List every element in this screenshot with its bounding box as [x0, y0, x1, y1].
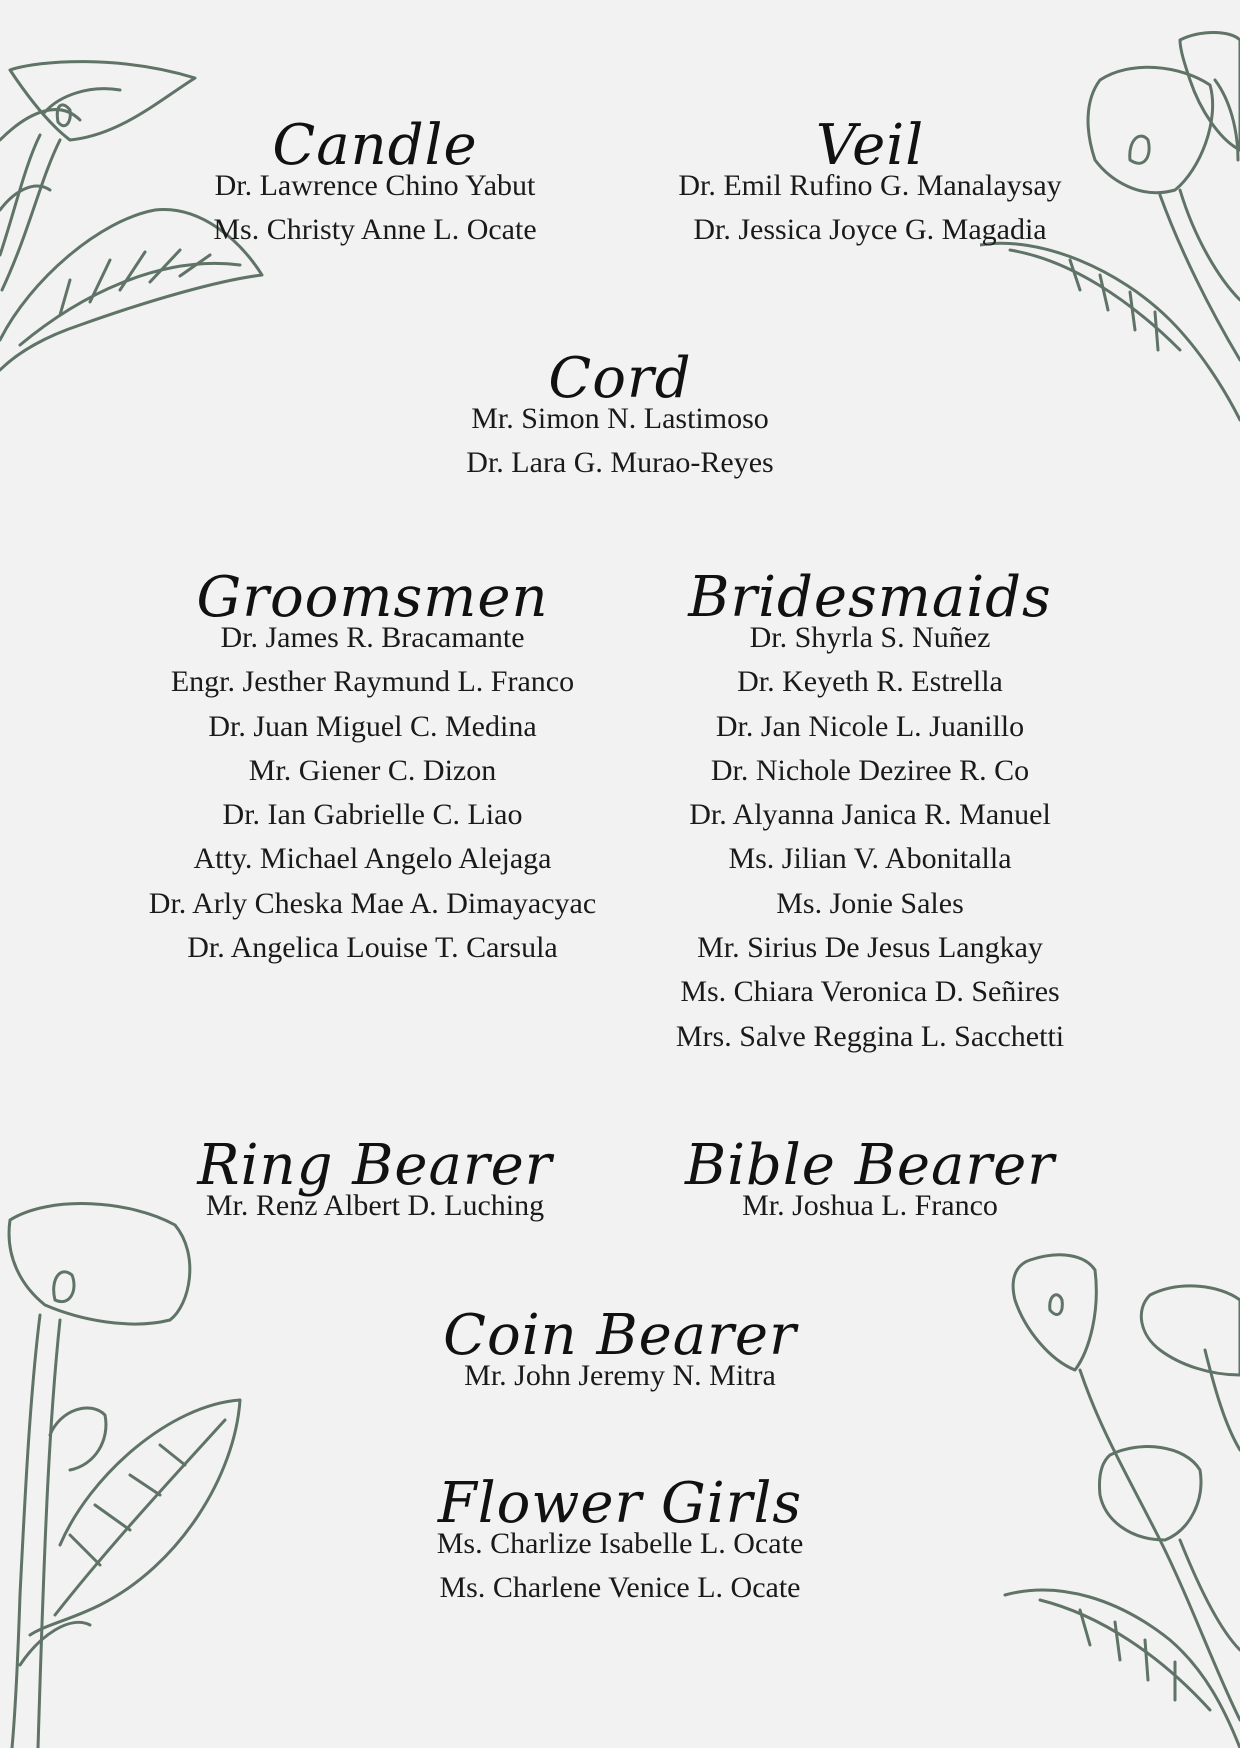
cord-heading: Cord: [548, 346, 692, 411]
name-entry: Dr. Jessica Joyce G. Magadia: [693, 213, 1047, 247]
bible-bearer-heading: Bible Bearer: [684, 1133, 1056, 1198]
candle-names: [115, 164, 635, 253]
name-entry: Dr. Ian Gabrielle C. Liao: [222, 798, 523, 832]
name-entry: Dr. Jan Nicole L. Juanillo: [715, 709, 1025, 743]
name-entry: Dr. Juan Miguel C. Medina: [208, 709, 537, 743]
name-entry: Ms. Chiara Veronica D. Señires: [680, 975, 1060, 1009]
name-entry: Mr. Simon N. Lastimoso: [471, 402, 769, 435]
name-entry: Engr. Jesther Raymund L. Franco: [170, 665, 575, 699]
candle-section: [115, 113, 635, 253]
name-entry: Mr. Renz Albert D. Luching: [205, 1189, 545, 1222]
ring-bearer-heading: Ring Bearer: [197, 1133, 553, 1198]
flower-girls-section: [370, 1471, 870, 1611]
name-entry: Dr. Emil Rufino G. Manalaysay: [678, 169, 1062, 202]
groomsmen-names: [100, 616, 645, 970]
name-entry: Dr. Keyeth R. Estrella: [737, 665, 1003, 699]
name-entry: Dr. Shyrla S. Nuñez: [749, 621, 991, 654]
name-entry: Dr. Lara G. Murao-Reyes: [466, 446, 774, 480]
name-entry: Dr. James R. Bracamante: [220, 621, 525, 654]
candle-heading: Candle: [272, 113, 478, 178]
name-entry: Mrs. Salve Reggina L. Sacchetti: [675, 1019, 1065, 1053]
name-entry: Dr. Nichole Deziree R. Co: [710, 753, 1030, 787]
name-entry: Ms. Christy Anne L. Ocate: [213, 213, 537, 247]
calla-lily-bottom-right-icon: [1000, 1250, 1240, 1748]
name-entry: Ms. Jilian V. Abonitalla: [728, 842, 1012, 876]
veil-names: [610, 164, 1130, 253]
name-entry: Dr. Angelica Louise T. Carsula: [187, 931, 558, 965]
name-entry: Ms. Charlene Venice L. Ocate: [439, 1571, 801, 1605]
veil-section: [610, 113, 1130, 253]
ring-bearer-section: [115, 1133, 635, 1228]
ring-bearer-names: [115, 1184, 635, 1228]
name-entry: Dr. Lawrence Chino Yabut: [214, 169, 536, 202]
bridesmaids-names: [610, 616, 1130, 1059]
veil-heading: Veil: [815, 113, 925, 178]
cord-section: [370, 346, 870, 486]
groomsmen-heading: Groomsmen: [196, 565, 549, 630]
name-entry: Mr. Giener C. Dizon: [248, 753, 497, 787]
cord-names: [370, 397, 870, 486]
coin-bearer-heading: Coin Bearer: [443, 1303, 797, 1368]
groomsmen-section: [100, 565, 645, 970]
calla-lily-bottom-left-icon: [0, 1195, 250, 1748]
bible-bearer-section: [610, 1133, 1130, 1228]
flower-girls-names: [370, 1522, 870, 1611]
name-entry: Mr. Joshua L. Franco: [742, 1189, 998, 1222]
coin-bearer-section: [370, 1303, 870, 1398]
bridesmaids-heading: Bridesmaids: [688, 565, 1052, 630]
name-entry: Mr. John Jeremy N. Mitra: [464, 1359, 776, 1392]
name-entry: Ms. Charlize Isabelle L. Ocate: [436, 1527, 804, 1560]
bridesmaids-section: [610, 565, 1130, 1059]
name-entry: Mr. Sirius De Jesus Langkay: [697, 931, 1043, 965]
name-entry: Dr. Alyanna Janica R. Manuel: [689, 798, 1051, 832]
name-entry: Atty. Michael Angelo Alejaga: [193, 842, 552, 876]
name-entry: Dr. Arly Cheska Mae A. Dimayacyac: [148, 886, 597, 920]
name-entry: Ms. Jonie Sales: [776, 886, 964, 920]
flower-girls-heading: Flower Girls: [437, 1471, 803, 1536]
